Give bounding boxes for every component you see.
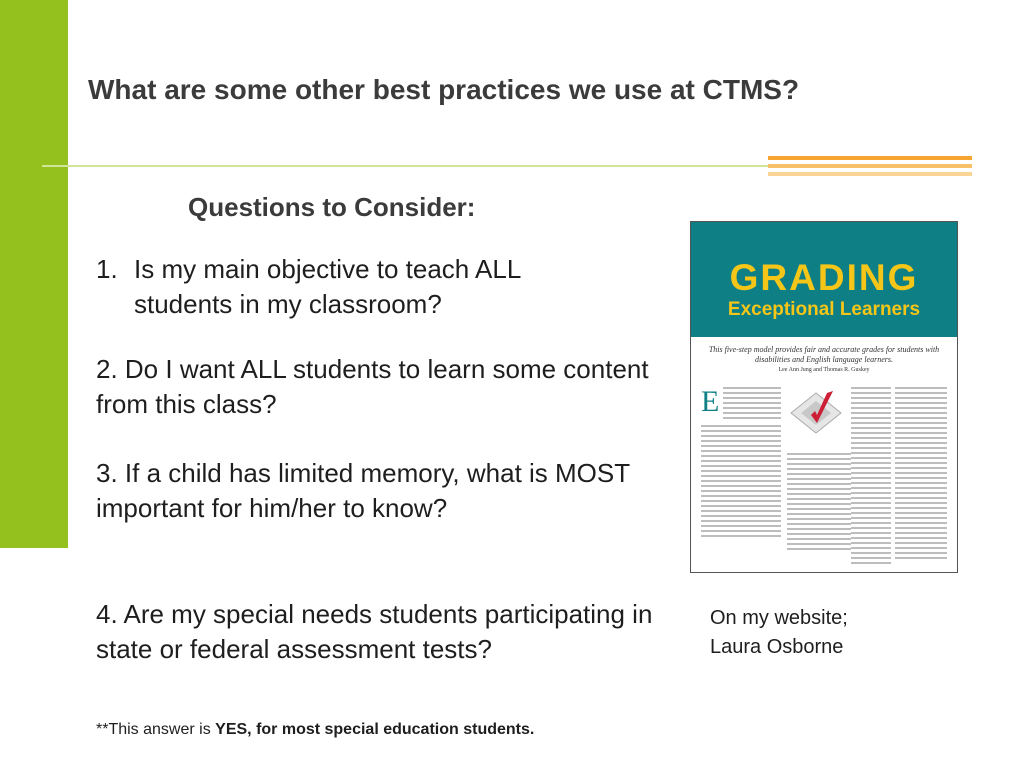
article-cover-image (690, 221, 958, 573)
question-3: 3. If a child has limited memory, what is MOST important for him/her to know? (96, 458, 630, 523)
text-column (851, 387, 891, 567)
question-4: 4. Are my special needs students participating in state or federal assessment tests? (96, 599, 653, 664)
question-1 (96, 252, 521, 322)
questions-heading: Questions to Consider: (188, 192, 476, 222)
caption-line-1: On my website; (710, 607, 848, 629)
text-column (787, 453, 851, 553)
cover-article-body (691, 373, 957, 563)
answer-note-emphasis: YES, for most special education students. (215, 721, 535, 738)
cover-subhead: Exceptional Learners (727, 299, 921, 320)
cover-dropcap: E (701, 385, 720, 418)
slide-title: What are some other best practices we use at CTMS? (88, 74, 800, 105)
cover-banner (691, 222, 957, 337)
text-column (701, 425, 781, 540)
question-1-line1: Is my main objective to teach ALL (134, 254, 522, 284)
decorative-orange-lines (768, 156, 972, 180)
checkbox-graphic-icon (787, 383, 845, 441)
text-column (723, 387, 781, 422)
cover-headline: GRADING (729, 257, 919, 298)
caption-line-2: Laura Osborne (710, 636, 844, 658)
answer-note-prefix: **This answer is (96, 721, 216, 738)
image-caption (710, 604, 848, 662)
text-column (895, 387, 947, 562)
question-1-line2: students in my classroom? (134, 289, 442, 319)
cover-lede: This five-step model provides fair and accurate grades for students with disabilities and English language learners. (708, 345, 940, 364)
question-2: 2. Do I want ALL students to learn some content from this class? (96, 354, 649, 419)
answer-note (96, 721, 534, 739)
question-1-number: 1. (96, 254, 118, 284)
cover-authors: Lee Ann Jung and Thomas R. Guskey (778, 367, 870, 373)
left-accent-bar (0, 0, 68, 548)
